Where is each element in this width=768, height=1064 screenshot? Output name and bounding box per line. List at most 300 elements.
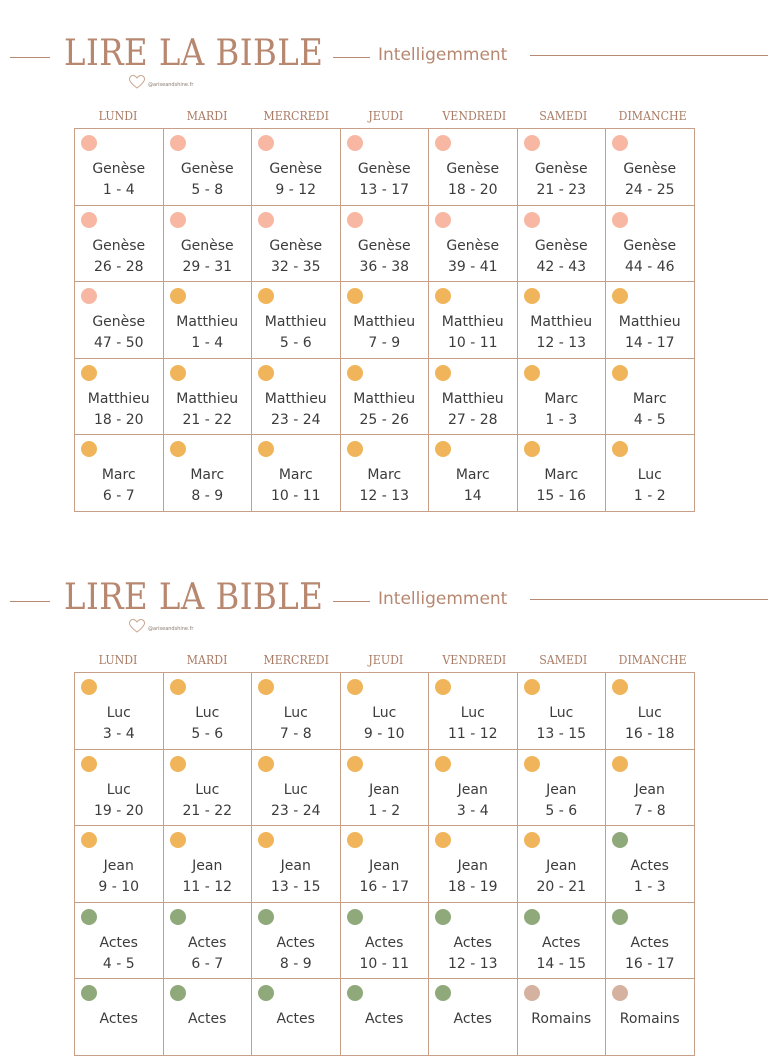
reading-checkbox-dot[interactable] <box>524 365 540 381</box>
reading-cell[interactable] <box>518 673 607 750</box>
book-name: Actes <box>630 934 669 951</box>
reading-text <box>164 780 252 822</box>
reading-text <box>341 780 429 822</box>
reading-checkbox-dot[interactable] <box>612 135 628 151</box>
book-name: Luc <box>106 781 131 798</box>
reading-cell[interactable] <box>429 673 518 750</box>
chapter-range: 14 - 17 <box>624 335 675 351</box>
reading-cell[interactable] <box>75 673 164 750</box>
reading-cell[interactable] <box>341 750 430 827</box>
weekday-label <box>341 108 430 123</box>
reading-cell[interactable] <box>429 206 518 283</box>
reading-cell[interactable] <box>518 826 607 903</box>
weekday-label <box>519 108 608 123</box>
reading-checkbox-dot[interactable] <box>612 985 628 1001</box>
weekday-label <box>252 108 341 123</box>
chapter-range: 1 - 2 <box>368 802 401 819</box>
book-name: Luc <box>106 705 131 721</box>
reading-cell[interactable] <box>252 979 341 1056</box>
reading-checkbox-dot[interactable] <box>524 441 540 457</box>
book-name: Actes <box>99 1011 138 1027</box>
book-name: Actes <box>453 934 492 951</box>
reading-cell[interactable] <box>606 903 695 980</box>
reading-cell[interactable] <box>252 903 341 980</box>
reading-text <box>518 933 606 975</box>
reading-cell[interactable] <box>518 750 607 827</box>
reading-cell[interactable] <box>341 673 430 750</box>
reading-text <box>518 465 606 507</box>
reading-checkbox-dot[interactable] <box>435 909 451 925</box>
page-subtitle: Intelligemment <box>378 45 508 65</box>
reading-checkbox-dot[interactable] <box>347 756 363 772</box>
reading-checkbox-dot[interactable] <box>170 288 186 304</box>
chapter-range: 9 - 10 <box>98 879 140 895</box>
book-name: Actes <box>188 1011 227 1027</box>
reading-checkbox-dot[interactable] <box>170 985 186 1001</box>
chapter-range: 1 - 3 <box>633 879 666 895</box>
reading-checkbox-dot[interactable] <box>170 756 186 772</box>
weekday-label <box>341 652 430 667</box>
reading-checkbox-dot[interactable] <box>258 288 274 304</box>
reading-cell[interactable] <box>164 359 253 436</box>
reading-checkbox-dot[interactable] <box>435 756 451 772</box>
weekday-text: DIMANCHE <box>618 652 687 667</box>
book-name: Genèse <box>180 161 234 177</box>
reading-checkbox-dot[interactable] <box>347 909 363 925</box>
reading-checkbox-dot[interactable] <box>612 679 628 695</box>
book-name: Genèse <box>623 237 677 254</box>
weekday-text: JEUDI <box>368 652 403 667</box>
reading-cell[interactable] <box>164 903 253 980</box>
reading-cell[interactable] <box>518 903 607 980</box>
reading-checkbox-dot[interactable] <box>435 679 451 695</box>
book-name: Matthieu <box>353 314 416 330</box>
book-name: Jean <box>457 858 488 874</box>
reading-cell[interactable] <box>252 673 341 750</box>
reading-text <box>518 312 606 354</box>
book-name: Genèse <box>180 237 234 254</box>
reading-checkbox-dot[interactable] <box>612 756 628 772</box>
reading-cell[interactable] <box>164 750 253 827</box>
reading-checkbox-dot[interactable] <box>524 756 540 772</box>
reading-text <box>252 236 340 278</box>
book-name: Actes <box>365 934 404 951</box>
reading-plan-sheet <box>0 0 768 520</box>
chapter-range: 19 - 20 <box>93 802 144 819</box>
book-name: Jean <box>634 781 665 798</box>
reading-checkbox-dot[interactable] <box>81 679 97 695</box>
chapter-range: 6 - 7 <box>191 955 224 972</box>
reading-text <box>75 933 163 975</box>
reading-text <box>341 703 429 745</box>
reading-checkbox-dot[interactable] <box>347 679 363 695</box>
heart-outline-icon <box>128 618 146 634</box>
reading-checkbox-dot[interactable] <box>258 135 274 151</box>
reading-cell[interactable] <box>164 206 253 283</box>
reading-text <box>341 465 429 507</box>
reading-text <box>429 780 517 822</box>
book-name: Romains <box>619 1011 680 1027</box>
reading-checkbox-dot[interactable] <box>170 679 186 695</box>
reading-text <box>252 933 340 975</box>
reading-text <box>518 159 606 201</box>
book-name: Jean <box>369 781 400 798</box>
reading-text <box>429 465 517 507</box>
reading-checkbox-dot[interactable] <box>81 135 97 151</box>
chapter-range: 16 - 17 <box>359 879 410 895</box>
reading-checkbox-dot[interactable] <box>435 135 451 151</box>
header-rule-left <box>10 601 50 602</box>
reading-checkbox-dot[interactable] <box>170 441 186 457</box>
brand-logo <box>128 618 193 634</box>
reading-cell[interactable] <box>75 206 164 283</box>
reading-cell[interactable] <box>252 206 341 283</box>
chapter-range: 13 - 15 <box>536 726 587 742</box>
reading-cell[interactable] <box>606 282 695 359</box>
weekday-text: LUNDI <box>99 652 138 667</box>
reading-cell[interactable] <box>429 750 518 827</box>
reading-cell[interactable] <box>606 129 695 206</box>
reading-checkbox-dot[interactable] <box>258 679 274 695</box>
reading-text <box>341 236 429 278</box>
reading-cell[interactable] <box>75 826 164 903</box>
reading-cell[interactable] <box>341 903 430 980</box>
reading-cell[interactable] <box>429 359 518 436</box>
weekday-label <box>74 652 163 667</box>
book-name: Jean <box>457 781 488 798</box>
reading-text <box>606 236 694 278</box>
reading-checkbox-dot[interactable] <box>435 441 451 457</box>
reading-plan-sheet <box>0 544 768 1064</box>
chapter-range: 8 - 9 <box>191 488 224 504</box>
weekday-label <box>430 652 519 667</box>
book-name: Marc <box>632 390 667 407</box>
reading-cell[interactable] <box>518 282 607 359</box>
reading-text <box>164 1009 252 1030</box>
book-name: Luc <box>283 705 308 721</box>
book-name: Matthieu <box>441 390 504 407</box>
reading-checkbox-dot[interactable] <box>524 212 540 228</box>
reading-checkbox-dot[interactable] <box>347 832 363 848</box>
book-name: Jean <box>369 858 400 874</box>
reading-text <box>164 703 252 745</box>
reading-cell[interactable] <box>341 826 430 903</box>
reading-text <box>164 465 252 507</box>
reading-text <box>252 465 340 507</box>
weekday-label <box>163 652 252 667</box>
reading-checkbox-dot[interactable] <box>347 441 363 457</box>
chapter-range: 42 - 43 <box>536 258 587 275</box>
reading-checkbox-dot[interactable] <box>612 212 628 228</box>
chapter-range: 21 - 23 <box>536 182 587 198</box>
chapter-range: 7 - 9 <box>368 335 401 351</box>
chapter-range: 21 - 22 <box>182 802 233 819</box>
reading-checkbox-dot[interactable] <box>170 832 186 848</box>
reading-cell[interactable] <box>164 435 253 512</box>
reading-cell[interactable] <box>429 435 518 512</box>
reading-cell[interactable] <box>341 206 430 283</box>
reading-cell[interactable] <box>164 826 253 903</box>
reading-text <box>75 236 163 278</box>
chapter-range: 3 - 4 <box>456 802 489 819</box>
book-name: Marc <box>278 467 313 483</box>
chapter-range: 10 - 11 <box>270 488 321 504</box>
reading-checkbox-dot[interactable] <box>612 365 628 381</box>
book-name: Actes <box>99 934 138 951</box>
weekday-label <box>74 108 163 123</box>
reading-cell[interactable] <box>518 979 607 1056</box>
reading-text <box>164 312 252 354</box>
reading-cell[interactable] <box>341 282 430 359</box>
reading-checkbox-dot[interactable] <box>435 288 451 304</box>
chapter-range: 5 - 6 <box>279 335 312 351</box>
reading-cell[interactable] <box>75 750 164 827</box>
header-rule-right <box>530 599 768 600</box>
reading-checkbox-dot[interactable] <box>347 985 363 1001</box>
chapter-range: 10 - 11 <box>447 335 498 351</box>
reading-cell[interactable] <box>164 673 253 750</box>
reading-cell[interactable] <box>429 826 518 903</box>
reading-text <box>429 856 517 898</box>
heart-outline-icon <box>128 74 146 90</box>
reading-cell[interactable] <box>75 129 164 206</box>
weekday-label <box>608 652 697 667</box>
book-name: Genèse <box>92 237 146 254</box>
reading-cell[interactable] <box>252 826 341 903</box>
chapter-range: 7 - 8 <box>633 802 666 819</box>
header-rule-mid <box>333 601 370 602</box>
reading-cell[interactable] <box>429 129 518 206</box>
weekday-text: VENDREDI <box>442 108 507 123</box>
chapter-range: 1 - 4 <box>102 182 135 198</box>
chapter-range: 32 - 35 <box>270 258 321 275</box>
chapter-range: 39 - 41 <box>447 258 498 275</box>
reading-checkbox-dot[interactable] <box>612 288 628 304</box>
reading-text <box>341 933 429 975</box>
reading-checkbox-dot[interactable] <box>81 441 97 457</box>
reading-text <box>606 703 694 745</box>
reading-text <box>429 933 517 975</box>
reading-text <box>606 389 694 431</box>
reading-checkbox-dot[interactable] <box>81 756 97 772</box>
reading-text <box>606 933 694 975</box>
chapter-range: 9 - 10 <box>363 726 405 742</box>
book-name: Actes <box>365 1011 404 1027</box>
reading-checkbox-dot[interactable] <box>612 909 628 925</box>
reading-cell[interactable] <box>341 979 430 1056</box>
reading-checkbox-dot[interactable] <box>347 135 363 151</box>
reading-cell[interactable] <box>252 129 341 206</box>
reading-cell[interactable] <box>164 129 253 206</box>
reading-checkbox-dot[interactable] <box>524 288 540 304</box>
reading-text <box>341 856 429 898</box>
reading-text <box>518 389 606 431</box>
reading-cell[interactable] <box>75 435 164 512</box>
reading-text <box>429 1009 517 1030</box>
reading-cell[interactable] <box>606 673 695 750</box>
chapter-range: 14 - 15 <box>536 955 587 972</box>
reading-cell[interactable] <box>518 435 607 512</box>
chapter-range: 24 - 25 <box>624 182 675 198</box>
reading-checkbox-dot[interactable] <box>524 135 540 151</box>
reading-text <box>164 236 252 278</box>
reading-text <box>518 703 606 745</box>
header-rule-mid <box>333 57 370 58</box>
reading-checkbox-dot[interactable] <box>435 985 451 1001</box>
weekday-text: SAMEDI <box>539 652 588 667</box>
reading-text <box>429 312 517 354</box>
book-name: Matthieu <box>530 314 593 330</box>
reading-checkbox-dot[interactable] <box>524 832 540 848</box>
book-name: Genèse <box>92 314 146 330</box>
book-name: Luc <box>460 705 485 721</box>
reading-text <box>252 389 340 431</box>
chapter-range: 16 - 17 <box>624 955 675 972</box>
reading-cell[interactable] <box>606 206 695 283</box>
chapter-range: 9 - 12 <box>275 182 317 198</box>
reading-text <box>518 1009 606 1030</box>
reading-cell[interactable] <box>252 359 341 436</box>
reading-cell[interactable] <box>518 129 607 206</box>
reading-cell[interactable] <box>606 750 695 827</box>
weekday-label <box>252 652 341 667</box>
weekday-header <box>74 652 694 672</box>
reading-checkbox-dot[interactable] <box>435 365 451 381</box>
chapter-range: 7 - 8 <box>279 726 312 742</box>
reading-cell[interactable] <box>252 435 341 512</box>
reading-checkbox-dot[interactable] <box>81 365 97 381</box>
reading-cell[interactable] <box>75 359 164 436</box>
reading-checkbox-dot[interactable] <box>524 679 540 695</box>
reading-text <box>75 703 163 745</box>
book-name: Genèse <box>269 237 323 254</box>
reading-checkbox-dot[interactable] <box>81 985 97 1001</box>
reading-cell[interactable] <box>252 282 341 359</box>
book-name: Luc <box>195 781 220 798</box>
reading-text <box>606 1009 694 1030</box>
reading-cell[interactable] <box>164 282 253 359</box>
reading-text <box>606 780 694 822</box>
reading-cell[interactable] <box>606 826 695 903</box>
reading-cell[interactable] <box>252 750 341 827</box>
chapter-range: 12 - 13 <box>359 488 410 504</box>
page-subtitle: Intelligemment <box>378 589 508 609</box>
reading-cell[interactable] <box>429 903 518 980</box>
reading-cell[interactable] <box>606 979 695 1056</box>
book-name: Matthieu <box>441 314 504 330</box>
reading-checkbox-dot[interactable] <box>347 212 363 228</box>
reading-checkbox-dot[interactable] <box>258 832 274 848</box>
reading-cell[interactable] <box>606 359 695 436</box>
chapter-range: 14 <box>463 488 482 504</box>
reading-checkbox-dot[interactable] <box>524 985 540 1001</box>
reading-checkbox-dot[interactable] <box>170 212 186 228</box>
book-name: Actes <box>542 934 581 951</box>
reading-checkbox-dot[interactable] <box>258 756 274 772</box>
brand-handle: @ariseandshine.fr <box>148 82 194 88</box>
book-name: Jean <box>280 858 311 874</box>
reading-checkbox-dot[interactable] <box>170 365 186 381</box>
reading-cell[interactable] <box>429 979 518 1056</box>
book-name: Marc <box>544 467 579 483</box>
reading-cell[interactable] <box>164 979 253 1056</box>
reading-cell[interactable] <box>429 282 518 359</box>
reading-cell[interactable] <box>75 282 164 359</box>
reading-cell[interactable] <box>341 435 430 512</box>
chapter-range: 44 - 46 <box>624 258 675 275</box>
reading-checkbox-dot[interactable] <box>612 832 628 848</box>
book-name: Genèse <box>534 237 588 254</box>
weekday-text: MERCREDI <box>263 652 330 667</box>
reading-text <box>252 780 340 822</box>
reading-cell[interactable] <box>75 979 164 1056</box>
reading-checkbox-dot[interactable] <box>435 212 451 228</box>
reading-cell[interactable] <box>341 359 430 436</box>
reading-checkbox-dot[interactable] <box>81 832 97 848</box>
reading-checkbox-dot[interactable] <box>258 985 274 1001</box>
reading-checkbox-dot[interactable] <box>81 288 97 304</box>
reading-text <box>518 236 606 278</box>
reading-checkbox-dot[interactable] <box>612 441 628 457</box>
reading-cell[interactable] <box>518 359 607 436</box>
book-name: Matthieu <box>176 314 239 330</box>
chapter-range: 3 - 4 <box>102 726 135 742</box>
book-name: Marc <box>455 467 490 483</box>
chapter-range: 27 - 28 <box>447 411 498 428</box>
weekday-label <box>430 108 519 123</box>
book-name: Jean <box>192 858 223 874</box>
reading-text <box>518 856 606 898</box>
chapter-range: 4 - 5 <box>102 955 135 972</box>
reading-checkbox-dot[interactable] <box>347 288 363 304</box>
reading-checkbox-dot[interactable] <box>258 441 274 457</box>
reading-checkbox-dot[interactable] <box>435 832 451 848</box>
reading-text <box>252 1009 340 1030</box>
chapter-range: 12 - 13 <box>536 335 587 351</box>
reading-checkbox-dot[interactable] <box>347 365 363 381</box>
reading-cell[interactable] <box>518 206 607 283</box>
reading-checkbox-dot[interactable] <box>170 909 186 925</box>
reading-cell[interactable] <box>75 903 164 980</box>
weekday-label <box>608 108 697 123</box>
book-name: Matthieu <box>618 314 681 330</box>
reading-text <box>252 703 340 745</box>
reading-cell[interactable] <box>606 435 695 512</box>
reading-checkbox-dot[interactable] <box>524 909 540 925</box>
reading-text <box>75 780 163 822</box>
reading-text <box>164 159 252 201</box>
reading-text <box>606 159 694 201</box>
reading-text <box>518 780 606 822</box>
reading-cell[interactable] <box>341 129 430 206</box>
chapter-range: 4 - 5 <box>633 411 666 428</box>
chapter-range: 23 - 24 <box>270 411 321 428</box>
chapter-range: 47 - 50 <box>93 335 144 351</box>
reading-checkbox-dot[interactable] <box>258 365 274 381</box>
reading-checkbox-dot[interactable] <box>81 212 97 228</box>
book-name: Genèse <box>92 161 146 177</box>
reading-checkbox-dot[interactable] <box>170 135 186 151</box>
book-name: Genèse <box>446 237 500 254</box>
reading-checkbox-dot[interactable] <box>258 212 274 228</box>
weekday-label <box>163 108 252 123</box>
book-name: Jean <box>546 858 577 874</box>
weekday-text: SAMEDI <box>539 108 588 123</box>
reading-checkbox-dot[interactable] <box>258 909 274 925</box>
reading-checkbox-dot[interactable] <box>81 909 97 925</box>
chapter-range: 21 - 22 <box>182 411 233 428</box>
book-name: Luc <box>195 705 220 721</box>
